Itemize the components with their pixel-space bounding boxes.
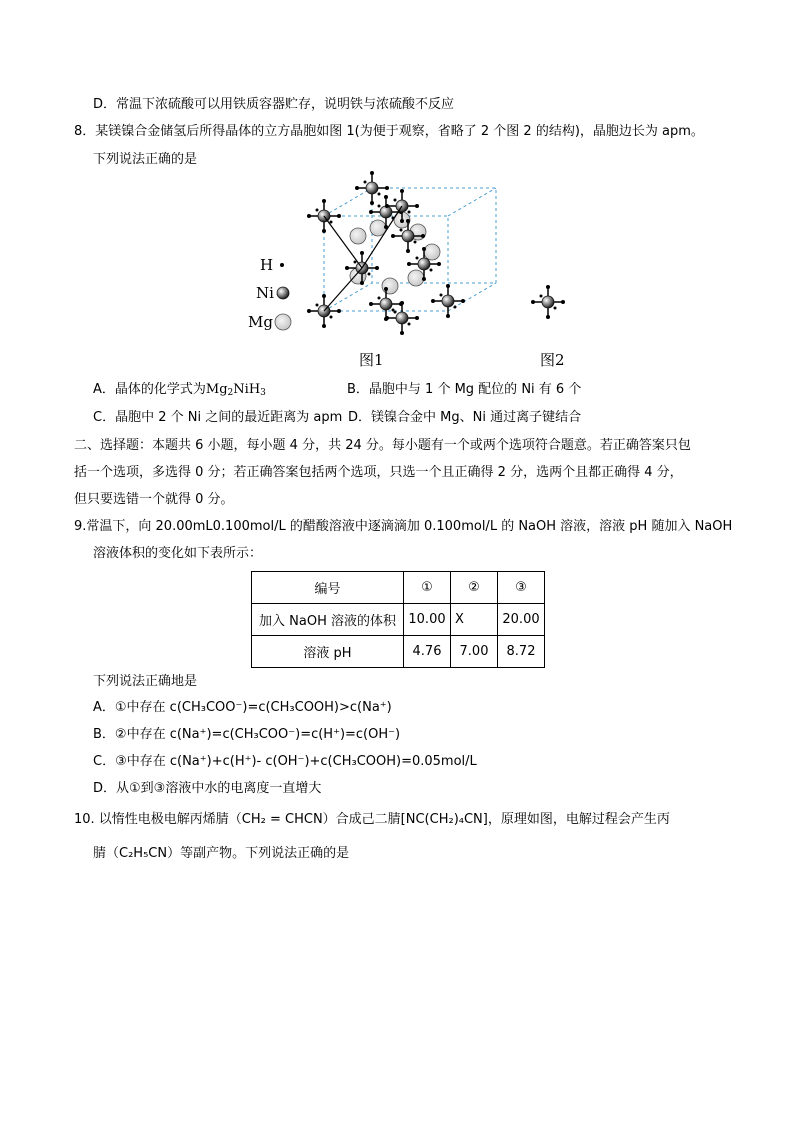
q9-ask: 下列说法正确地是 xyxy=(93,674,198,689)
q8-stem-line2: 下列说法正确的是 xyxy=(93,152,198,167)
table-header-cell: ② xyxy=(451,572,498,604)
q9-option-c: C．③中存在 c(Na⁺)+c(H⁺)- c(OH⁻)+c(CH₃COOH)=0.05mol/L xyxy=(93,754,477,769)
q9-stem-line2: 溶液体积的变化如下表所示： xyxy=(93,546,263,561)
section2-line1: 二、选择题：本题共 6 小题，每小题 4 分，共 24 分。每小题有一个或两个选项符合题意。若正确答案只包 xyxy=(74,438,691,453)
q9-stem-line1: 9.常温下，向 20.00mL0.100mol/L 的醋酸溶液中逐滴滴加 0.100mol/L 的 NaOH 溶液，溶液 pH 随加入 NaOH xyxy=(74,519,733,534)
q8-option-d: D．镁镍合金中 Mg、Ni 通过离子键结合 xyxy=(348,410,582,425)
table-header-cell: ③ xyxy=(498,572,545,604)
table-row xyxy=(252,636,545,668)
q10-stem-line1: 10. 以惰性电极电解丙烯腈（CH₂ = CHCN）合成己二腈[NC(CH₂)₄CN]，原理如图，电解过程会产生丙 xyxy=(74,812,670,827)
legend-ni-label: Ni xyxy=(256,284,274,302)
q9-option-d: D．从①到③溶液中水的电离度一直增大 xyxy=(93,781,322,796)
table-header-cell: 编号 xyxy=(252,572,404,604)
q7-option-d: D．常温下浓硫酸可以用铁质容器贮存，说明铁与浓硫酸不反应 xyxy=(93,97,455,112)
table-cell: 10.00 xyxy=(404,604,451,636)
table-cell: 20.00 xyxy=(498,604,545,636)
section2-line3: 但只要选错一个就得 0 分。 xyxy=(74,492,234,507)
table-header-cell: ① xyxy=(404,572,451,604)
table-cell: 7.00 xyxy=(451,636,498,668)
table-cell: 8.72 xyxy=(498,636,545,668)
ni-h-units xyxy=(307,171,465,335)
q8-option-b: B．晶胞中与 1 个 Mg 配位的 Ni 有 6 个 xyxy=(347,382,582,397)
q8-option-a: A．晶体的化学式为$Mg_2NiH_3$ xyxy=(93,382,266,398)
q9-option-a: A．①中存在 c(CH₃COO⁻)=c(CH₃COOH)>c(Na⁺) xyxy=(93,700,392,715)
q9-data-table xyxy=(251,571,545,668)
legend-mg-label: Mg xyxy=(248,313,273,331)
crystal-figure xyxy=(240,168,580,377)
fig1-caption: 图1 xyxy=(359,351,384,369)
table-cell: 溶液 pH xyxy=(252,636,404,668)
legend-ni-sphere xyxy=(277,287,289,299)
table-row xyxy=(252,604,545,636)
q8-stem-line1: 8．某镁镍合金储氢后所得晶体的立方晶胞如图 1(为便于观察，省略了 2 个图 2 的结构)，晶胞边长为 apm。 xyxy=(74,124,704,139)
legend-mg-sphere xyxy=(275,314,291,330)
legend-h-label: H xyxy=(260,256,274,274)
section2-line2: 括一个选项，多选得 0 分；若正确答案包括两个选项，只选一个且正确得 2 分，选两个且都正确得 4 分， xyxy=(74,465,683,480)
fig2-caption: 图2 xyxy=(540,351,565,369)
table-header-row xyxy=(252,572,545,604)
table-cell: 加入 NaOH 溶液的体积 xyxy=(252,604,404,636)
q8-option-c: C．晶胞中 2 个 Ni 之间的最近距离为 apm xyxy=(93,410,343,425)
q10-stem-line2: 腈（C₂H₅CN）等副产物。下列说法正确的是 xyxy=(93,846,350,861)
fig2-nih-unit xyxy=(531,285,565,319)
table-cell: 4.76 xyxy=(404,636,451,668)
table-cell: X xyxy=(451,604,498,636)
legend-h-dot xyxy=(280,263,284,267)
q9-option-b: B．②中存在 c(Na⁺)=c(CH₃COO⁻)=c(H⁺)=c(OH⁻) xyxy=(93,727,401,742)
